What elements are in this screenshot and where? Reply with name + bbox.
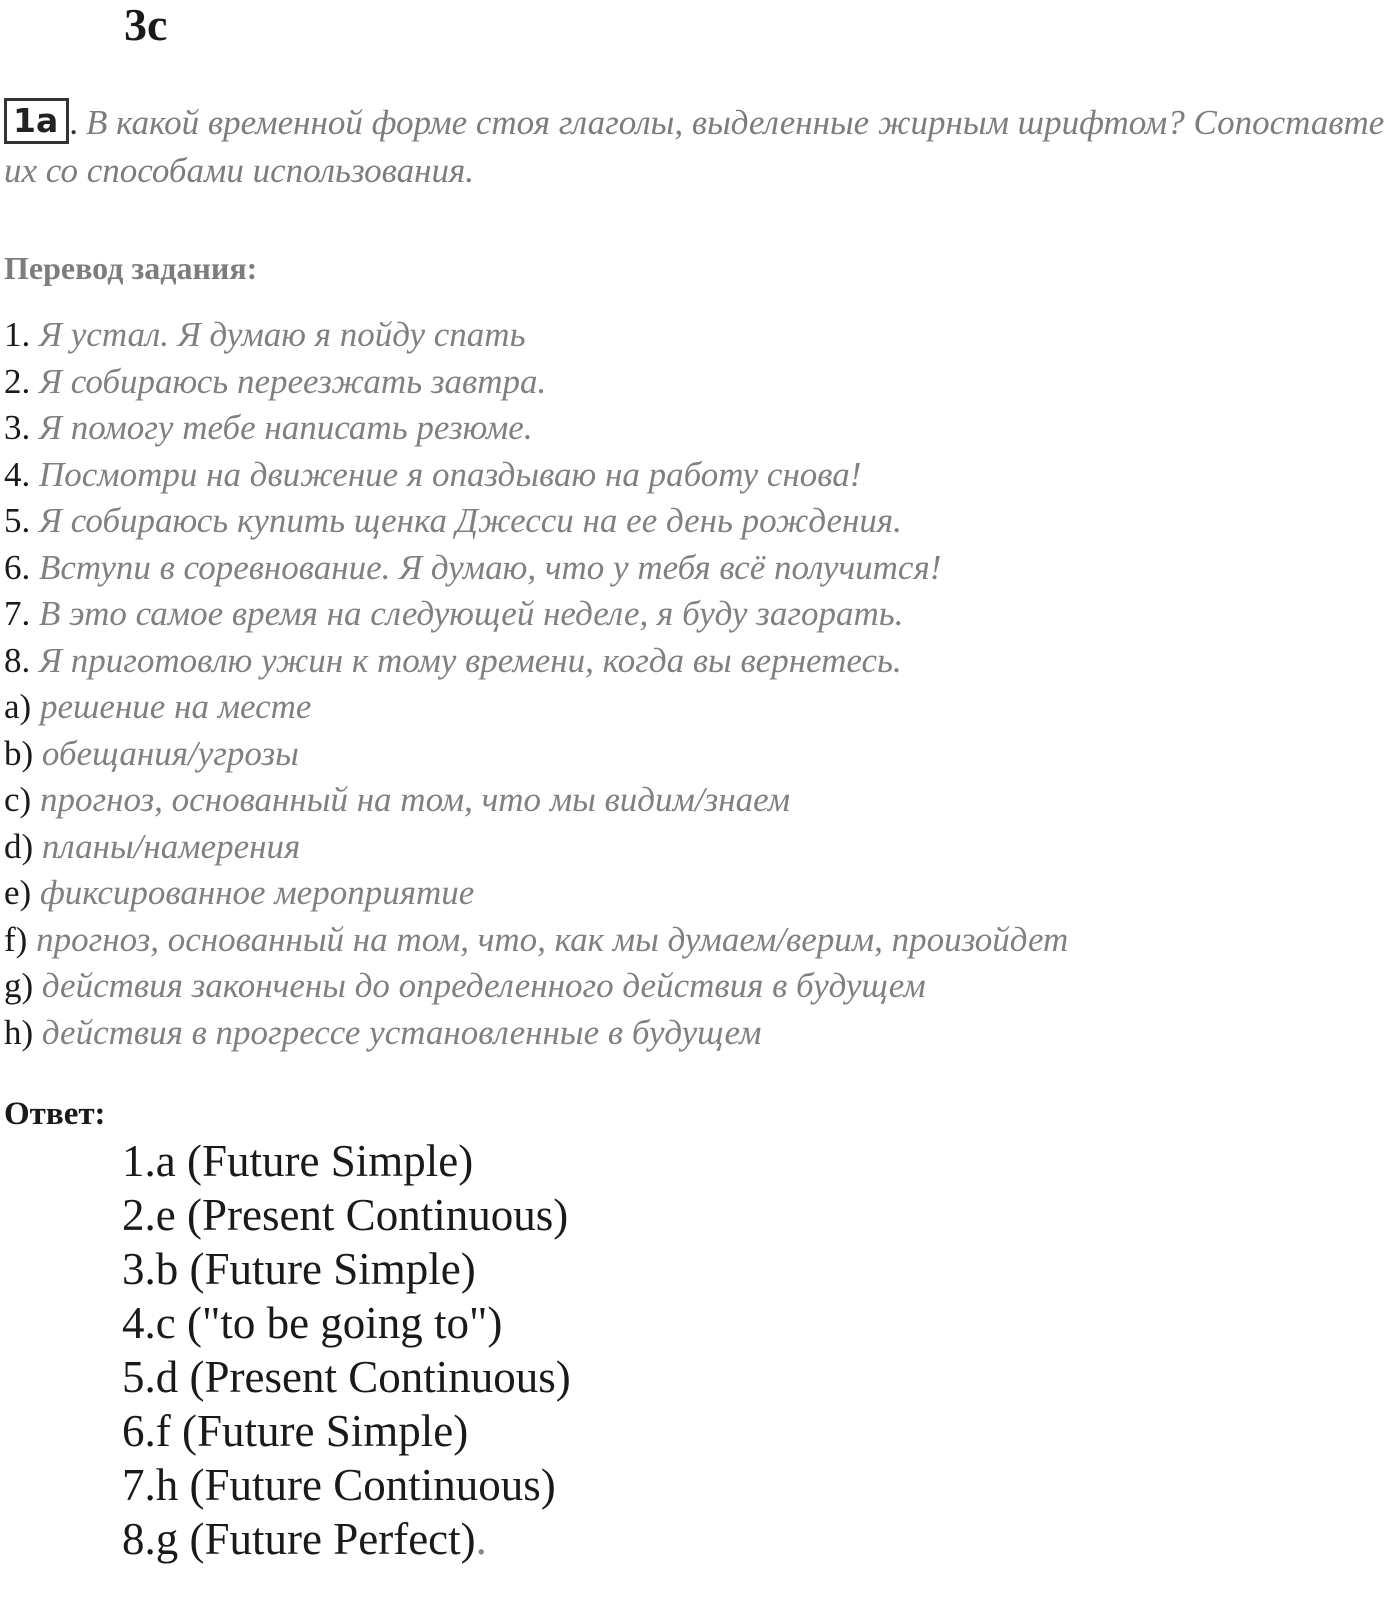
item-marker: 8. [4, 640, 31, 680]
list-item [4, 312, 1068, 359]
answer-item: 5.d (Present Continuous) [122, 1352, 571, 1402]
list-item [4, 1010, 1068, 1057]
list-item [4, 452, 1068, 499]
answer-item-last [122, 1512, 571, 1566]
answer-trailing-mark: . [475, 1514, 487, 1564]
translation-list [4, 312, 1068, 1056]
answer-item: 6.f (Future Simple) [122, 1406, 469, 1456]
item-marker: g) [4, 966, 34, 1005]
list-item [4, 917, 1068, 964]
answer-item: 4.c ("to be going to") [122, 1298, 503, 1348]
item-marker: f) [4, 919, 28, 959]
list-item [4, 824, 1068, 871]
answer-list [122, 1134, 571, 1566]
task-number-box: 1a [4, 98, 69, 144]
list-item [4, 963, 1068, 1010]
list-item [4, 405, 1068, 452]
task-instruction-block [4, 98, 1394, 195]
item-marker: a) [4, 687, 32, 726]
answer-heading: Ответ: [4, 1096, 106, 1132]
list-item [4, 498, 1068, 545]
answer-item: 1.a (Future Simple) [122, 1136, 474, 1186]
answer-item-text: 8.g (Future Perfect) [122, 1514, 476, 1564]
list-item [4, 684, 1068, 731]
task-number-suffix: . [69, 103, 78, 142]
list-item [4, 359, 1068, 406]
item-marker: 4. [4, 454, 31, 494]
list-item [4, 777, 1068, 824]
item-marker: h) [4, 1012, 34, 1052]
item-marker: c) [4, 780, 32, 819]
item-marker: 7. [4, 594, 31, 633]
item-marker: 2. [4, 361, 31, 401]
item-marker: b) [4, 733, 34, 773]
answer-item: 7.h (Future Continuous) [122, 1460, 556, 1510]
item-text: действия закончены до определенного действия в будущем [41, 966, 926, 1005]
list-item [4, 731, 1068, 778]
answer-item: 2.e (Present Continuous) [122, 1190, 569, 1240]
translation-heading: Перевод задания: [4, 250, 258, 286]
item-text: действия в прогрессе установленные в будущем [41, 1012, 762, 1052]
item-text: В это самое время на следующей неделе, я буду загорать. [39, 594, 904, 633]
item-text: решение на месте [39, 687, 312, 726]
list-item [4, 638, 1068, 685]
item-text: Вступи в соревнование. Я думаю, что у тебя всё получится! [39, 547, 942, 587]
list-item [4, 591, 1068, 638]
item-text: Посмотри на движение я опаздываю на работу снова! [39, 454, 862, 494]
list-item [4, 870, 1068, 917]
section-title: 3c [124, 0, 168, 50]
item-text: обещания/угрозы [41, 733, 299, 773]
item-text: Я помогу тебе написать резюме. [39, 408, 533, 447]
item-text: фиксированное мероприятие [39, 873, 475, 912]
list-item [4, 545, 1068, 592]
item-text: Я приготовлю ужин к тому времени, когда вы вернетесь. [39, 640, 902, 680]
item-marker: e) [4, 873, 32, 912]
task-instruction-text: В какой временной форме стоя глаголы, выделенные жирным шрифтом? Сопоставте их со способами использования. [4, 103, 1385, 190]
item-marker: 3. [4, 408, 31, 447]
item-marker: 6. [4, 547, 31, 587]
item-marker: d) [4, 826, 34, 866]
item-text: прогноз, основанный на том, что мы видим/знаем [39, 780, 791, 819]
item-text: Я устал. Я думаю я пойду спать [39, 315, 526, 354]
item-text: Я собираюсь переезжать завтра. [39, 361, 547, 401]
item-text: прогноз, основанный на том, что, как мы думаем/верим, произойдет [36, 919, 1069, 959]
item-marker: 1. [4, 315, 31, 354]
item-text: Я собираюсь купить щенка Джесси на ее день рождения. [39, 501, 902, 540]
item-marker: 5. [4, 501, 31, 540]
item-text: планы/намерения [41, 826, 301, 866]
answer-item: 3.b (Future Simple) [122, 1244, 476, 1294]
